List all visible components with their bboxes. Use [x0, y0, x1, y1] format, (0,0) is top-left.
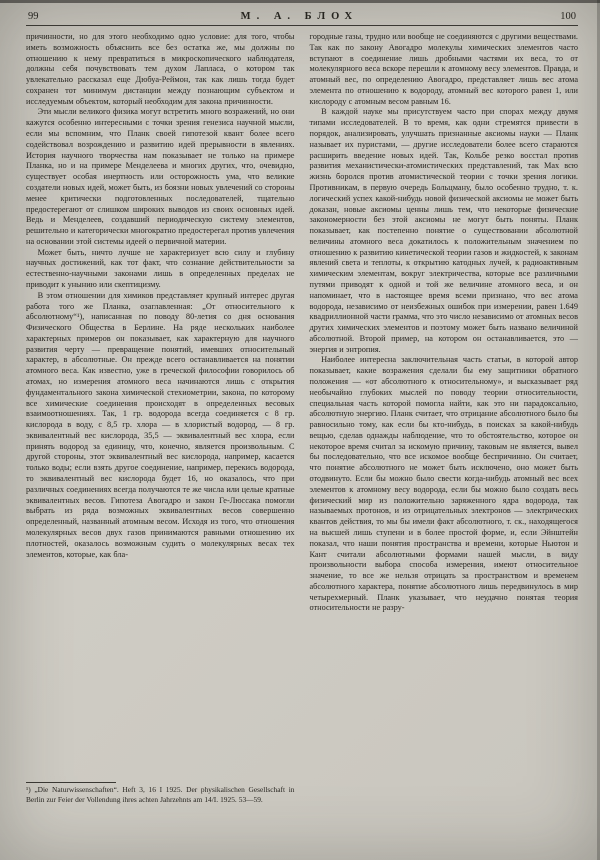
paragraph: Может быть, ничто лучше не характеризует всю силу и глубину научных достижений, как тот факт, что сознание действительности за естественно-научными законами лишь в определенных пределах не приводит к унынию или скептицизму.	[26, 247, 295, 289]
footnote-text: ¹) „Die Naturwissenschaften“. Heft 3, 16 I 1925. Der physikalischen Gesellschaft in Berlin zur Feier der Vollendung ihres achten Jahrzehnts am 14/I. 1925. 53—59.	[26, 785, 295, 804]
right-page-number: 100	[560, 11, 576, 22]
footnote	[26, 777, 295, 804]
right-column	[310, 32, 579, 804]
paragraph: Наиболее интересна заключительная часть статьи, в которой автор показывает, какие возражения сделали бы ему защитники обратного положения — «от абсолютного к относительному», и высказывает ряд необычайно глубоких мыслей по поводу теории относительности, специальная часть которой помогла найти, как это ни парадоксально, абсолютную энергию. Планк считает, что отрицание абсолютного было бы равносильно тому, как если бы кто-нибудь, в поисках за какой-нибудь вещью, сделав однажды наблюдение, что то обстоятельство, которое он некоторое время считал за искомую причину, таковым не является, вывел бы последовательно, что все искомое вообще беспричинно. Он считает, что понятие абсолютного не может быть исключено, оно может быть отодвинуто. Если бы можно было свести когда-нибудь атомный вес всех элементов к атомному весу водорода, если бы можно было создать весь физический мир из положительно заряженного ядра водорода, так называемых протонов, и из отрицательных электронов — электрических квантов действия, то мы бы имели факт абсолютного, т. ск., находящегося на высшей лишь ступени и в более простой форме, и, если Эйнштейн показал, что наши понятия пространства и времени, которые Ньютон и Кант считали абсолютными формами нашей мысли, в виду произвольности выбора способа измерения, имеют относительное значение, то все же нельзя отрицать за пространством и временем абсолютного характера, понятие абсолютного лишь передвинулось в мир четырехмерный. Планк указывает, что неудачно понятая теория относительности не разру-	[309, 355, 578, 613]
footnote-rule	[26, 782, 116, 783]
header-rule	[26, 25, 578, 26]
paragraph: Эти мысли великого физика могут встретить много возражений, но они кажутся особенно интересными с точки зрения генезиса научной мысли, если мы вспомним, что Планк своей гипотезой квант более всего содействовал возрождению и развитию идей прерывности в явлениях. История научного творчества нам показывает не только на примере Планка, но и на примере Менделеева и многих других, что, очевидно, существует особая инертность или осторожность ума, что великие создатели новых идей, может быть, из боязни новых увлечений со стороны менее критически подготовленных последователей, тщательно предостерегают от слишком широких выводов из своих основных идей. Ведь и Менделеев, создавший периодическую систему элементов, решительно и категорически многократно предостерегал против увлечения на основании этой системы идеей о первичной материи.	[26, 107, 295, 246]
paragraph: В каждой науке мы присутствуем часто при спорах между двумя типами исследователей. В то время, как одни стремятся привести в порядок, анализировать, улучшать признанные аксиомы науки — Планк называет их пуристами, — другие исследователи более всего стараются расширить введение новых идей. Так, Кольбе резко восстал против развития механистически-атомистических представлений, так Мах всю жизнь боролся против атомистической теории с точки зрения логики. Противникам, в первую очередь Больцману, было особенно трудно, т. к. логический успех какой-нибудь новой физической аксиомы не может быть доказан, новые аксиомы ценны лишь тем, что некоторые физические закономерности без этой аксиомы не могут быть поняты. Планк показывает, как постепенно понятие о существовании абсолютной величины атомного веса докатилось к положительным значением по отношению к развитию кинетической теории газов и жидкостей, к законам явлений света и теплоты, к открытию катодных лучей, к радиоактивным химическим элементам, вокруг электричества, которые все различными путями приводят к одной и той же величине атомного веса, и он напоминает, что в настоящее время всеми признано, что вес атома водорода, независимо от неизбежных ошибок при измерении, равен 1.649 квадриллионной части грамма, что это число независимо от атомных весов других химических элементов и поэтому может быть названо величиной абсолютной. Второй пример, на котором он останавливается, это — энергия и энтропия.	[309, 107, 578, 354]
page-header	[26, 8, 578, 24]
paragraph: В этом отношении для химиков представляет крупный интерес другая работа того же Планка, озаглавленная: „От относительного к абсолютному“¹), написанная по поводу 80-летия со дня основания Физического Общества в Берлине. На ряде нескольких наиболее характерных примеров он показывает, как характерную для научного развития черту — превращение понятий, имевших относительный характер, в абсолютные. Он прежде всего останавливается на понятии атомного веса. Как известно, уже в греческой философии говорилось об атомах, но измерения атомного веса начинаются лишь с открытия фундаментального закона химической стехиометрии, закона, по которому все химические соединения происходят в определенных весовых взаимоотношениях. Так, 1 гр. водорода всегда соединяется с 8 гр. кислорода в воду, с 8,5 гр. хлора — в хлористый водород, — 8 гр. эквивалентный вес кислорода, 35,5 — эквивалентный вес хлора, если принять водород за единицу, что, конечно, является произвольным. С другой стороны, этот эквивалентный вес кислорода, например, касается только воды; если взять другое соединение, например, перекись водорода, то эквивалентный вес кислорода будет 16, но оказалось, что при различных соединениях всегда получаются те же числа или целые кратные эквивалентных весов. Гипотеза Авогадро и закон Ге-Люссака помогли выбрать из ряда возможных эквивалентных весов совершенно определенный, названный атомным весом. Исходя из того, что отношения молекулярных весов двух газов принимаются равными отношению их плотностей, оказалось возможным судить о молекулярных весах тех элементов, которые, как бла-	[26, 290, 295, 559]
paragraph: городные газы, трудно или вообще не соединяются с другими веществами. Так как по закону Авогадро молекулы химических элементов часто вступают в соединение лишь дробными частями их веса, то от молекулярного веса вскоре перешли к атомному весу элементов. Правда, и атомный вес, по определению Авогадро, представляет лишь вес атома элемента по отношению к водороду, атомный вес которого равен 1, или кислороду с атомным весом равным 16.	[309, 32, 578, 106]
left-page-number: 99	[28, 11, 39, 22]
running-title: М. А. БЛОХ	[240, 11, 359, 22]
text-columns	[26, 32, 578, 804]
paragraph: причинности, но для этого необходимо одно условие: для того, чтобы иметь возможность объяснить все без остатка же, мы должны по отношению к нему превратиться в микроскопического наблюдателя, должны себя почувствовать тем духом Лапласа, о котором так увлекательно рассказал еще Дюбуа-Реймон, так как лишь тогда будет сохранен тот минимум дистанции между познающим субъектом и исследуемым объектом, который необходим для закона причинности.	[26, 32, 295, 106]
left-column	[26, 32, 295, 804]
